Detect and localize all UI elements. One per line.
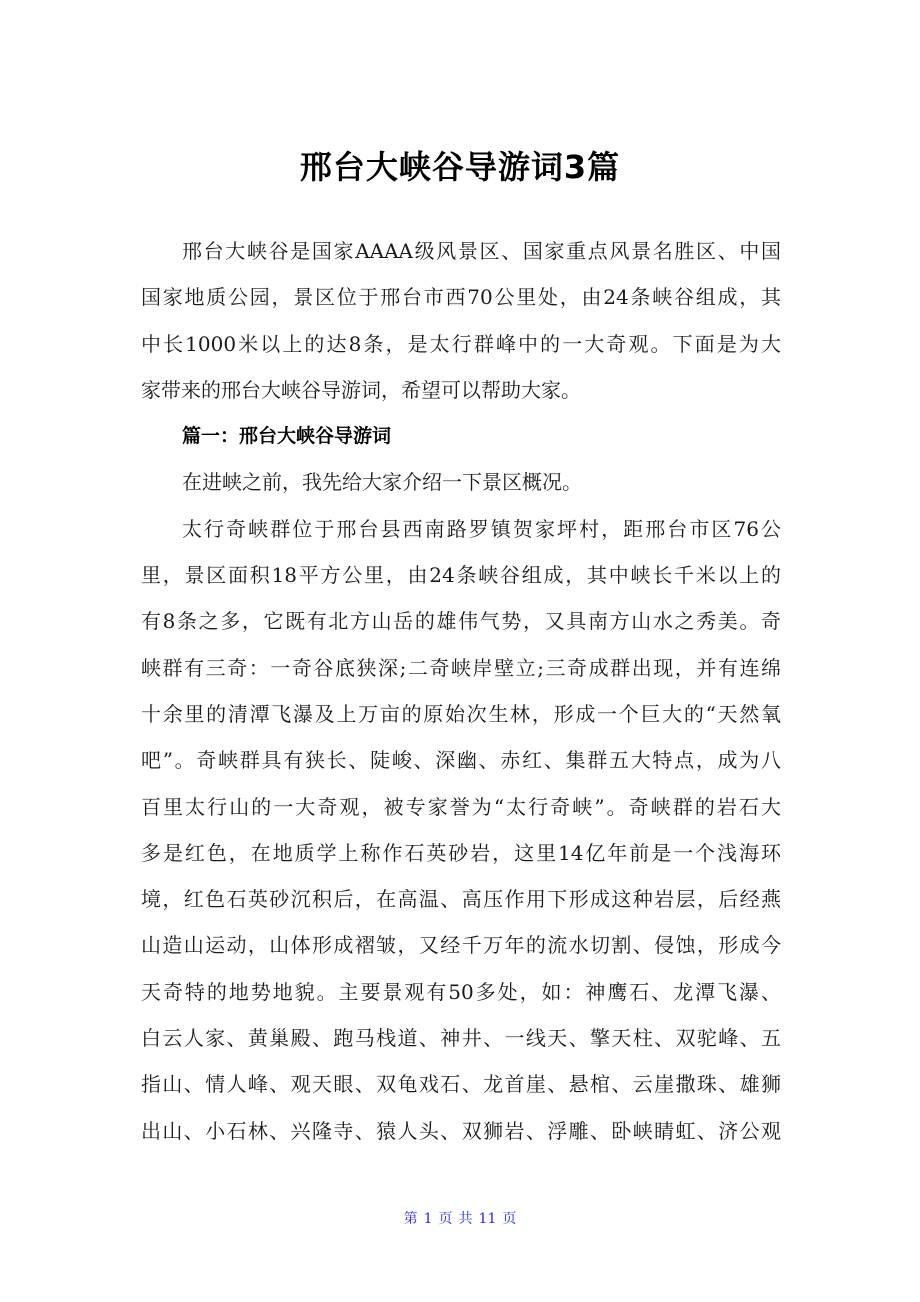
document-body bbox=[141, 228, 781, 1154]
intro-line: 邢台大峡谷是国家AAAA级风景区、国家重点风景名胜区、中国 bbox=[182, 239, 781, 263]
total-page-count: 11 bbox=[478, 1211, 497, 1227]
document-title: 邢台大峡谷导游词3篇 bbox=[299, 148, 621, 186]
paragraph-line: 白云人家、黄巢殿、跑马栈道、神井、一线天、擎天柱、双驼峰、五 bbox=[141, 1026, 781, 1051]
paragraph-line: 有8条之多，它既有北方山岳的雄伟气势，又具南方山水之秀美。奇 bbox=[141, 609, 781, 634]
paragraph-line: 多是红色，在地质学上称作石英砂岩，这里14亿年前是一个浅海环 bbox=[141, 840, 781, 865]
paragraph-line: 百里太行山的一大奇观，被专家誉为“太行奇峡”。奇峡群的岩石大 bbox=[141, 794, 781, 819]
footer-total-prefix: 共 bbox=[458, 1211, 473, 1227]
page-footer bbox=[0, 1208, 920, 1228]
section-heading: 篇一：邢台大峡谷导游词 bbox=[182, 425, 392, 448]
intro-line: 中长1000米以上的达8条，是太行群峰中的一大奇观。下面是为大 bbox=[141, 331, 781, 356]
paragraph-line: 太行奇峡群位于邢台县西南路罗镇贺家坪村，距邢台市区76公 bbox=[182, 516, 781, 541]
current-page-number: 1 bbox=[423, 1211, 433, 1227]
paragraph-line: 山造山运动，山体形成褶皱，又经千万年的流水切割、侵蚀，形成今 bbox=[141, 933, 781, 958]
paragraph-line: 里，景区面积18平方公里，由24条峡谷组成，其中峡长千米以上的 bbox=[141, 563, 781, 588]
paragraph-line: 指山、情人峰、观天眼、双龟戏石、龙首崖、悬棺、云崖撒珠、雄狮 bbox=[141, 1072, 781, 1097]
footer-prefix: 第 bbox=[403, 1211, 418, 1227]
intro-line: 家带来的邢台大峡谷导游词，希望可以帮助大家。 bbox=[141, 377, 581, 402]
paragraph-line: 峡群有三奇：一奇谷底狭深;二奇峡岸壁立;三奇成群出现，并有连绵 bbox=[141, 655, 781, 680]
paragraph-line: 天奇特的地势地貌。主要景观有50多处，如：神鹰石、龙潭飞瀑、 bbox=[141, 979, 781, 1004]
section-intro: 在进峡之前，我先给大家介绍一下景区概况。 bbox=[182, 470, 582, 495]
paragraph-line: 出山、小石林、兴隆寺、猿人头、双狮岩、浮雕、卧峡睛虹、济公观 bbox=[141, 1118, 781, 1143]
footer-suffix: 页 bbox=[502, 1211, 517, 1227]
paragraph-line: 吧”。奇峡群具有狭长、陡峻、深幽、赤红、集群五大特点，成为八 bbox=[141, 748, 781, 773]
intro-line: 国家地质公园，景区位于邢台市西70公里处，由24条峡谷组成，其 bbox=[141, 285, 781, 310]
footer-page-word: 页 bbox=[438, 1211, 453, 1227]
paragraph-line: 境，红色石英砂沉积后，在高温、高压作用下形成这种岩层，后经燕 bbox=[141, 887, 781, 912]
paragraph-line: 十余里的清潭飞瀑及上万亩的原始次生林，形成一个巨大的“天然氧 bbox=[141, 701, 781, 726]
